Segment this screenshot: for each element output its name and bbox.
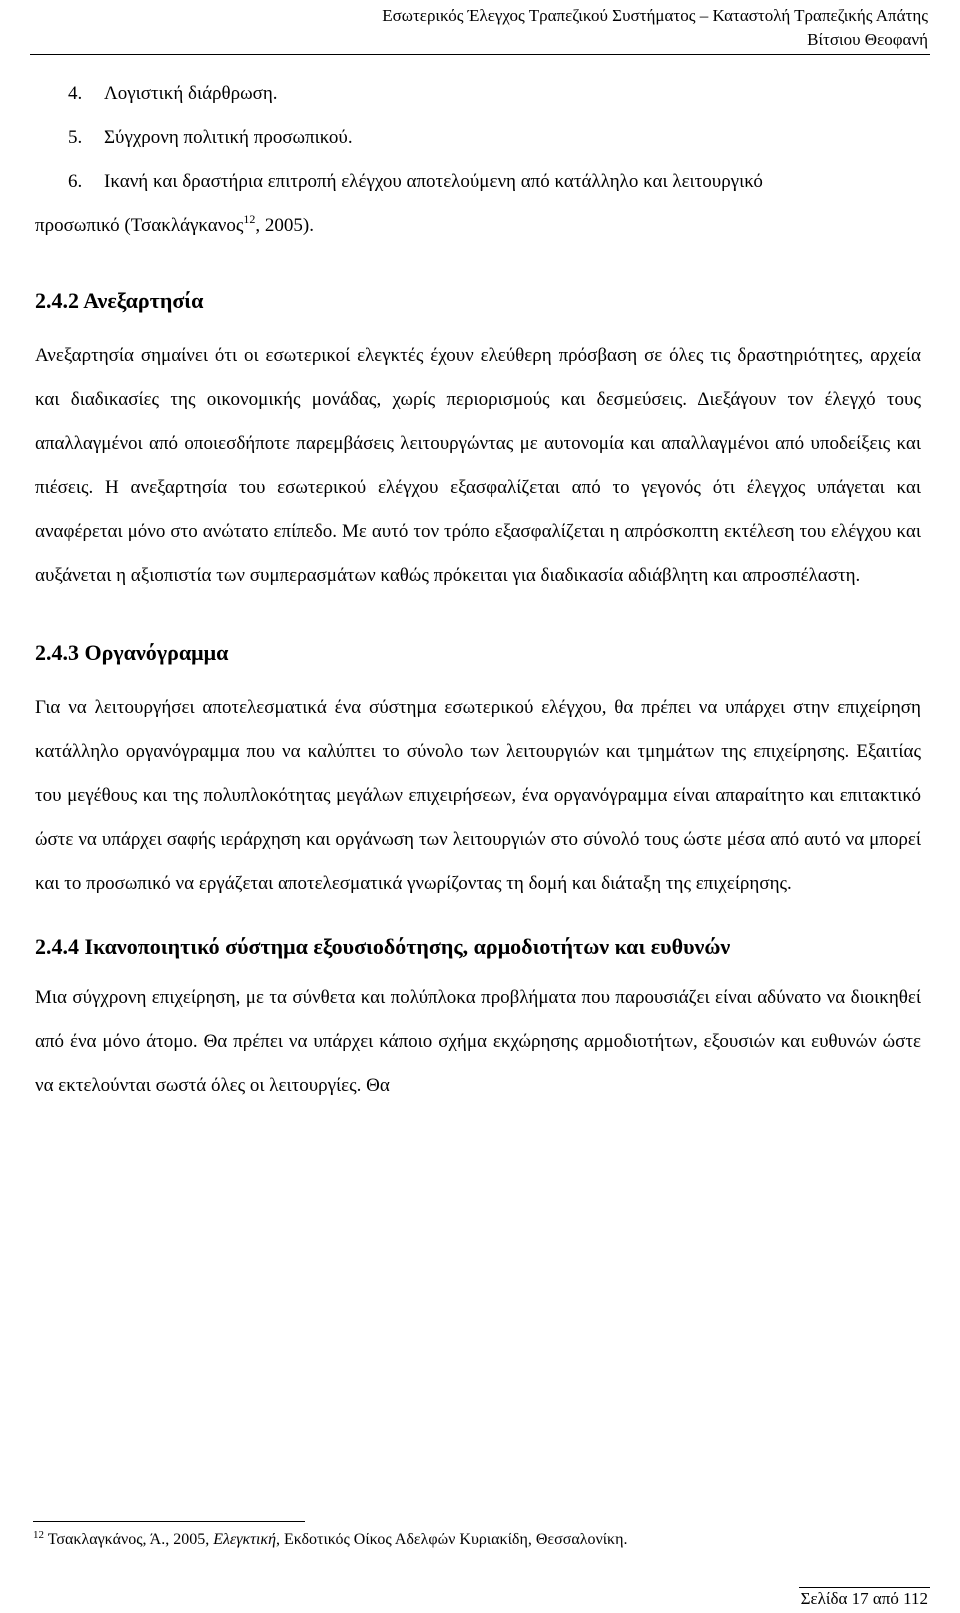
list-item: [35, 72, 921, 116]
section-heading: 2.4.3 Οργανόγραμμα: [35, 640, 229, 665]
header-rule: [30, 54, 930, 55]
section-heading: 2.4.4 Ικανοποιητικό σύστημα εξουσιοδότησης, αρμοδιοτήτων και ευθυνών: [35, 934, 731, 959]
page-number: Σελίδα 17 από 112: [800, 1589, 928, 1608]
list-text: Λογιστική διάρθρωση.: [104, 83, 278, 104]
footnote-ref[interactable]: 12: [243, 212, 256, 226]
list-item: [35, 116, 921, 160]
list-item: [35, 160, 921, 248]
list-number: 5.: [68, 127, 83, 148]
header-author: Βίτσιου Θεοφανή: [807, 30, 928, 49]
section-paragraph: Για να λειτουργήσει αποτελεσματικά ένα σύστημα εσωτερικού ελέγχου, θα πρέπει να υπάρχει στην επιχείρηση κατάλληλο οργανόγραμμα που να καλύπτει το σύνολο των λειτουργιών και τμημάτων της επιχείρησης. Εξαιτίας του μεγέθους και της πολυπλοκότητας μεγάλων επιχειρήσεων, ένα οργανόγραμμα είναι απαραίτητο και επιτακτικό ώστε να υπάρχει σαφής ιεράρχηση και οργάνωση των λειτουργιών στο σύνολό τους ώστε μέσα από αυτό να μπορεί και το προσωπικό να εργάζεται αποτελεσματικά γνωρίζοντας τη δομή και διάταξη της επιχείρησης.: [35, 697, 921, 894]
running-header: [28, 4, 928, 52]
section-heading: 2.4.2 Ανεξαρτησία: [35, 288, 204, 313]
numbered-list: [35, 72, 921, 248]
footnote: $^{12}$ Τσακλαγκάνος, Ά., 2005, Ελεγκτική, Εκδοτικός Οίκος Αδελφών Κυριακίδη, Θεσσαλονίκη.: [33, 1529, 628, 1548]
list-number: 6.: [68, 171, 83, 192]
page-content: [35, 72, 921, 1108]
footnote-book-title: Ελεγκτική: [213, 1531, 276, 1548]
footnote-number: 12: [33, 1529, 44, 1541]
footnote-rule: [33, 1521, 305, 1522]
list-continuation: προσωπικό (Τσακλάγκανος$^{12}$, 2005).: [35, 212, 314, 236]
header-title: Εσωτερικός Έλεγχος Τραπεζικού Συστήματος – Καταστολή Τραπεζικής Απάτης: [382, 6, 928, 25]
list-text: Ικανή και δραστήρια επιτροπή ελέγχου αποτελούμενη από κατάλληλο και λειτουργικό: [104, 171, 763, 192]
list-number: 4.: [68, 83, 83, 104]
section-paragraph: Ανεξαρτησία σημαίνει ότι οι εσωτερικοί ελεγκτές έχουν ελεύθερη πρόσβαση σε όλες τις δραστηριότητες, αρχεία και διαδικασίες της οικονομικής μονάδας, χωρίς περιορισμούς και δεσμεύσεις. Διεξάγουν τον έλεγχό τους απαλλαγμένοι από οποιεσδήποτε παρεμβάσεις λειτουργώντας με αυτονομία και απαλλαγμένοι από υποδείξεις και πιέσεις. Η ανεξαρτησία του εσωτερικού ελέγχου εξασφαλίζεται από το γεγονός ότι έλεγχος υπάγεται και αναφέρεται μόνο στο ανώτατο επίπεδο. Με αυτό τον τρόπο εξασφαλίζεται η απρόσκοπτη εκτέλεση του ελέγχου και αυξάνεται η αξιοπιστία των συμπερασμάτων καθώς πρόκειται για διαδικασία αδιάβλητη και απροσπέλαστη.: [35, 345, 921, 586]
list-text: Σύγχρονη πολιτική προσωπικού.: [104, 127, 353, 148]
section-paragraph: Μια σύγχρονη επιχείρηση, με τα σύνθετα και πολύπλοκα προβλήματα που παρουσιάζει είναι αδύνατο να διοικηθεί από ένα μόνο άτομο. Θα πρέπει να υπάρχει κάποιο σχήμα εκχώρησης αρμοδιοτήτων, εξουσιών και ευθυνών ώστε να εκτελούνται σωστά όλες οι λειτουργίες. Θα: [35, 987, 921, 1096]
